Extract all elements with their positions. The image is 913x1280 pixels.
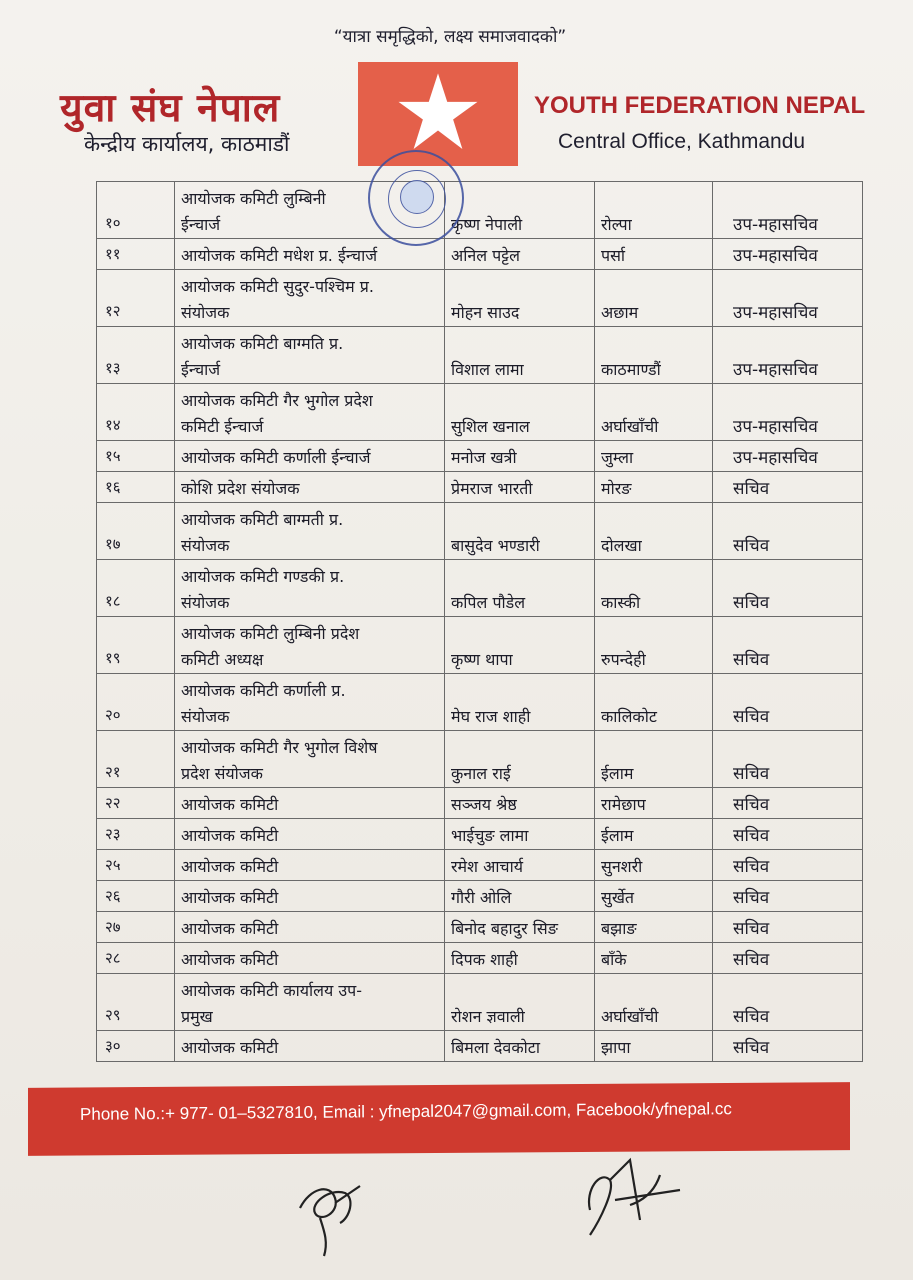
committee-line: कमिटी अध्यक्ष: [181, 650, 264, 669]
district-cell: मोरङ: [595, 472, 713, 503]
table-row: [97, 943, 863, 974]
serial-number-cell: ३०: [97, 1031, 175, 1062]
serial-number-cell: २०: [97, 674, 175, 731]
committee-line: कोशि प्रदेश संयोजक: [181, 479, 300, 498]
committee-line: आयोजक कमिटी गैर भुगोल प्रदेश: [181, 391, 373, 410]
position-cell: उप-महासचिव: [713, 182, 863, 239]
globe-icon: [400, 180, 434, 214]
member-name-cell: अनिल पट्टेल: [445, 239, 595, 270]
member-name-cell: रमेश आचार्य: [445, 850, 595, 881]
signature-left: [290, 1168, 370, 1258]
committee-line: आयोजक कमिटी बाग्मति प्र.: [181, 334, 344, 353]
serial-number-cell: १४: [97, 384, 175, 441]
serial-number-cell: १८: [97, 560, 175, 617]
committee-line: आयोजक कमिटी कर्णाली ईन्चार्ज: [181, 448, 371, 467]
district-cell: जुम्ला: [595, 441, 713, 472]
org-name-english: YOUTH FEDERATION NEPAL: [534, 92, 866, 119]
serial-number-cell: १३: [97, 327, 175, 384]
district-cell: दोलखा: [595, 503, 713, 560]
committee-line: आयोजक कमिटी: [181, 950, 279, 969]
serial-number-cell: १२: [97, 270, 175, 327]
committee-line: आयोजक कमिटी: [181, 826, 279, 845]
committee-cell: [175, 617, 445, 674]
committee-line: आयोजक कमिटी: [181, 888, 279, 907]
position-cell: सचिव: [713, 472, 863, 503]
table-row: [97, 617, 863, 674]
serial-number-cell: १०: [97, 182, 175, 239]
member-name-cell: विशाल लामा: [445, 327, 595, 384]
committee-cell: [175, 850, 445, 881]
serial-number-cell: १६: [97, 472, 175, 503]
position-cell: उप-महासचिव: [713, 327, 863, 384]
committee-line: आयोजक कमिटी लुम्बिनी प्रदेश: [181, 624, 360, 643]
committee-line: आयोजक कमिटी गण्डकी प्र.: [181, 567, 345, 586]
serial-number-cell: २९: [97, 974, 175, 1031]
district-cell: अर्घाखाँची: [595, 384, 713, 441]
position-cell: सचिव: [713, 943, 863, 974]
member-name-cell: मनोज खत्री: [445, 441, 595, 472]
committee-cell: [175, 881, 445, 912]
serial-number-cell: २२: [97, 788, 175, 819]
table-row: [97, 441, 863, 472]
committee-cell: [175, 819, 445, 850]
member-name-cell: कपिल पौडेल: [445, 560, 595, 617]
table-row: [97, 182, 863, 239]
position-cell: सचिव: [713, 819, 863, 850]
footer-contact: Phone No.:+ 977- 01–5327810, Email : yfnepal2047@gmail.com, Facebook/yfnepal.cc: [79, 1099, 732, 1124]
position-cell: सचिव: [713, 617, 863, 674]
district-cell: कालिकोट: [595, 674, 713, 731]
committee-cell: [175, 327, 445, 384]
district-cell: काठमाण्डौं: [595, 327, 713, 384]
committee-cell: [175, 912, 445, 943]
district-cell: अर्घाखाँची: [595, 974, 713, 1031]
serial-number-cell: १७: [97, 503, 175, 560]
official-stamp: [368, 150, 464, 246]
committee-cell: [175, 270, 445, 327]
district-cell: बझाङ: [595, 912, 713, 943]
position-cell: सचिव: [713, 974, 863, 1031]
member-name-cell: मोहन साउद: [445, 270, 595, 327]
serial-number-cell: २८: [97, 943, 175, 974]
table-row: [97, 881, 863, 912]
table-row: [97, 239, 863, 270]
committee-line: आयोजक कमिटी मधेश प्र. ईन्चार्ज: [181, 246, 378, 265]
position-cell: उप-महासचिव: [713, 239, 863, 270]
table-row: [97, 912, 863, 943]
serial-number-cell: २७: [97, 912, 175, 943]
serial-number-cell: २६: [97, 881, 175, 912]
position-cell: सचिव: [713, 881, 863, 912]
committee-line: आयोजक कमिटी गैर भुगोल विशेष: [181, 738, 378, 757]
position-cell: उप-महासचिव: [713, 270, 863, 327]
member-name-cell: कृष्ण नेपाली: [445, 182, 595, 239]
table-row: [97, 472, 863, 503]
district-cell: ईलाम: [595, 819, 713, 850]
committee-line: आयोजक कमिटी: [181, 919, 279, 938]
committee-line: आयोजक कमिटी लुम्बिनी: [181, 189, 326, 208]
member-name-cell: दिपक शाही: [445, 943, 595, 974]
member-name-cell: रोशन ज्ञवाली: [445, 974, 595, 1031]
position-cell: सचिव: [713, 1031, 863, 1062]
district-cell: सुर्खेत: [595, 881, 713, 912]
serial-number-cell: १५: [97, 441, 175, 472]
member-name-cell: कृष्ण थापा: [445, 617, 595, 674]
district-cell: रोल्पा: [595, 182, 713, 239]
position-cell: सचिव: [713, 731, 863, 788]
committee-line: आयोजक कमिटी कर्णाली प्र.: [181, 681, 346, 700]
flag-logo: [358, 62, 518, 166]
table-row: [97, 384, 863, 441]
member-name-cell: भाईचुङ लामा: [445, 819, 595, 850]
committee-line: ईन्चार्ज: [181, 215, 221, 234]
district-cell: बाँके: [595, 943, 713, 974]
committee-cell: [175, 731, 445, 788]
committee-line: आयोजक कमिटी कार्यालय उप-: [181, 981, 363, 1000]
committee-cell: [175, 472, 445, 503]
committee-cell: [175, 674, 445, 731]
star-icon: [396, 70, 480, 154]
committee-line: आयोजक कमिटी: [181, 857, 279, 876]
member-name-cell: गौरी ओलि: [445, 881, 595, 912]
committee-cell: [175, 943, 445, 974]
serial-number-cell: २५: [97, 850, 175, 881]
district-cell: ईलाम: [595, 731, 713, 788]
table-row: [97, 731, 863, 788]
committee-line: संयोजक: [181, 536, 230, 555]
committee-line: प्रमुख: [181, 1007, 213, 1026]
committee-cell: [175, 441, 445, 472]
member-name-cell: कुनाल राई: [445, 731, 595, 788]
table-row: [97, 819, 863, 850]
member-name-cell: बासुदेव भण्डारी: [445, 503, 595, 560]
serial-number-cell: २१: [97, 731, 175, 788]
table-row: [97, 270, 863, 327]
district-cell: सुनशरी: [595, 850, 713, 881]
table-row: [97, 503, 863, 560]
table-row: [97, 560, 863, 617]
committee-cell: [175, 974, 445, 1031]
committee-cell: [175, 1031, 445, 1062]
district-cell: अछाम: [595, 270, 713, 327]
committee-cell: [175, 503, 445, 560]
committee-line: कमिटी ईन्चार्ज: [181, 417, 264, 436]
serial-number-cell: १९: [97, 617, 175, 674]
table-row: [97, 974, 863, 1031]
slogan: “यात्रा समृद्धिको, लक्ष्य समाजवादको”: [333, 27, 567, 47]
committee-line: संयोजक: [181, 707, 230, 726]
member-name-cell: सुशिल खनाल: [445, 384, 595, 441]
position-cell: सचिव: [713, 560, 863, 617]
position-cell: सचिव: [713, 912, 863, 943]
committee-line: आयोजक कमिटी: [181, 1038, 279, 1057]
office-english: Central Office, Kathmandu: [558, 130, 806, 153]
serial-number-cell: २३: [97, 819, 175, 850]
position-cell: सचिव: [713, 850, 863, 881]
committee-line: आयोजक कमिटी सुदुर-पश्चिम प्र.: [181, 277, 374, 296]
committee-cell: [175, 788, 445, 819]
committee-line: संयोजक: [181, 303, 230, 322]
serial-number-cell: ११: [97, 239, 175, 270]
position-cell: सचिव: [713, 674, 863, 731]
district-cell: रुपन्देही: [595, 617, 713, 674]
committee-line: आयोजक कमिटी: [181, 795, 279, 814]
position-cell: सचिव: [713, 503, 863, 560]
member-name-cell: मेघ राज शाही: [445, 674, 595, 731]
district-cell: रामेछाप: [595, 788, 713, 819]
table-row: [97, 850, 863, 881]
org-name-nepali: युवा संघ नेपाल: [60, 86, 281, 131]
position-cell: सचिव: [713, 788, 863, 819]
table-row: [97, 327, 863, 384]
member-name-cell: बिनोद बहादुर सिङ: [445, 912, 595, 943]
member-name-cell: प्रेमराज भारती: [445, 472, 595, 503]
district-cell: पर्सा: [595, 239, 713, 270]
committee-cell: [175, 560, 445, 617]
committee-line: संयोजक: [181, 593, 230, 612]
member-table: [96, 181, 863, 1062]
member-name-cell: बिमला देवकोटा: [445, 1031, 595, 1062]
committee-line: प्रदेश संयोजक: [181, 764, 263, 783]
position-cell: उप-महासचिव: [713, 384, 863, 441]
table-row: [97, 1031, 863, 1062]
district-cell: झापा: [595, 1031, 713, 1062]
committee-line: ईन्चार्ज: [181, 360, 221, 379]
position-cell: उप-महासचिव: [713, 441, 863, 472]
committee-cell: [175, 384, 445, 441]
office-nepali: केन्द्रीय कार्यालय, काठमाडौं: [84, 132, 290, 156]
committee-line: आयोजक कमिटी बाग्मती प्र.: [181, 510, 344, 529]
signature-right: [570, 1150, 690, 1245]
member-name-cell: सञ्जय श्रेष्ठ: [445, 788, 595, 819]
table-row: [97, 674, 863, 731]
district-cell: कास्की: [595, 560, 713, 617]
table-row: [97, 788, 863, 819]
